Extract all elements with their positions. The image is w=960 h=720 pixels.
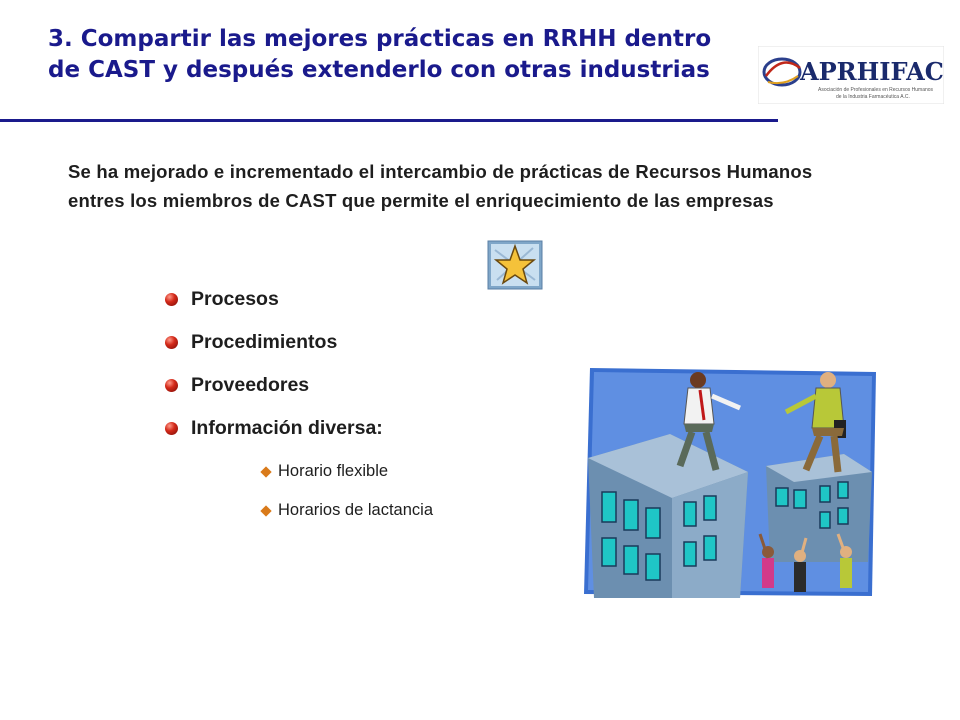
sublist-item-label: Horario flexible [278,462,389,480]
bullet-icon [165,379,178,392]
bullet-icon [165,336,178,349]
logo-name: APRHIFAC [800,57,944,86]
handshake-buildings-illustration [580,362,880,598]
list-item-label: Información diversa: [191,417,383,439]
intro-paragraph: Se ha mejorado e incrementado el intercambio de prácticas de Recursos Humanos entres los miembros de CAST que permite el enriquecimiento de las empresas [68,161,813,211]
diamond-bullet-icon [260,466,271,477]
list-item-label: Proveedores [191,374,310,396]
star-icon [487,240,543,290]
list-item [165,321,383,364]
sublist-item [262,452,433,491]
bullet-icon [165,422,178,435]
practice-list [165,278,383,450]
list-item-label: Procedimientos [191,331,338,353]
diamond-bullet-icon [260,505,271,516]
list-item [165,407,383,450]
sublist-item-label: Horarios de lactancia [278,501,433,519]
aprhifac-logo [758,46,944,104]
info-sublist [262,452,433,530]
sublist-item [262,491,433,530]
title-underline [0,119,778,122]
logo-tagline-1: Asociación de Profesionales en Recursos Humanos [818,87,934,93]
list-item-label: Procesos [191,288,279,310]
list-item [165,364,383,407]
list-item [165,278,383,321]
logo-tagline-2: de la Industria Farmacéutica A.C. [836,94,910,100]
bullet-icon [165,293,178,306]
slide-title: 3. Compartir las mejores prácticas en RRHH dentro de CAST y después extenderlo con otras industrias [48,26,712,83]
